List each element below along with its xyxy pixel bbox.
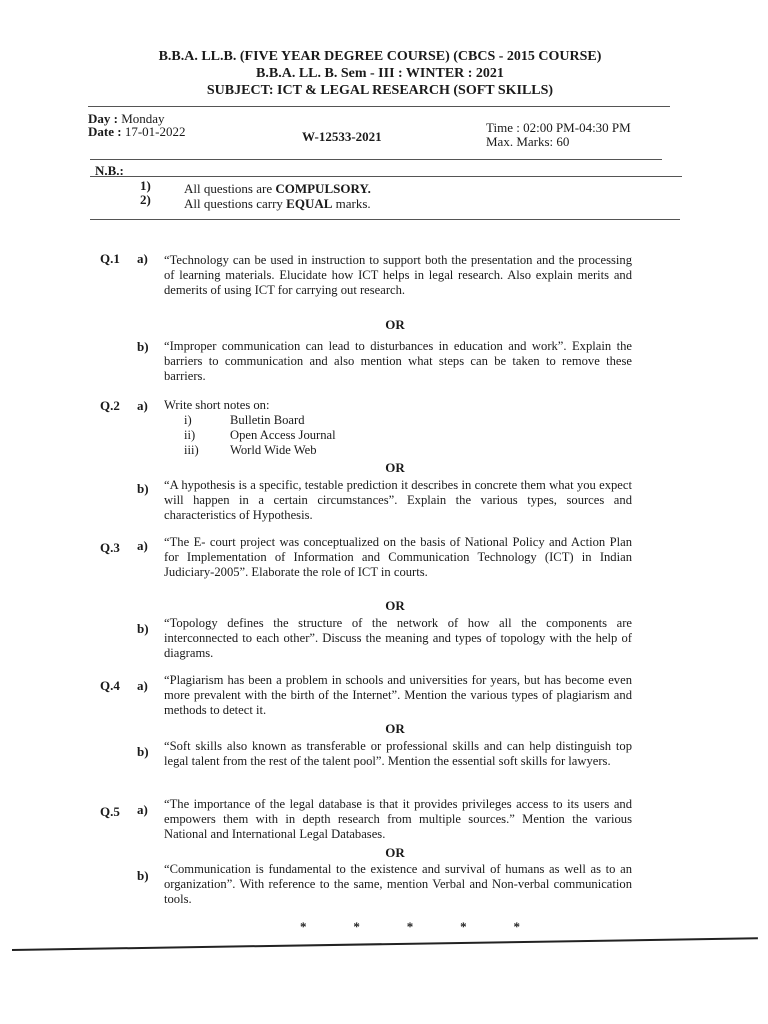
sub-item-number: ii) (184, 428, 196, 442)
question-number: Q.3 (100, 540, 120, 555)
day-label: Day : (88, 111, 118, 126)
question-number: Q.2 (100, 398, 120, 413)
course-title: B.B.A. LL.B. (FIVE YEAR DEGREE COURSE) (CBCS - 2015 COURSE) (158, 49, 602, 64)
question-text: Write short notes on: (164, 398, 270, 412)
sub-item-number: i) (184, 413, 192, 427)
part-label: a) (137, 398, 148, 413)
sub-item-text: Open Access Journal (230, 428, 336, 442)
date-value: 17-01-2022 (124, 124, 186, 139)
question-text: “Topology defines the structure of the network of how all the components are interconnected to each other”. Discuss the meaning and types of topology with the help of diagrams. (164, 616, 632, 660)
question-text: “A hypothesis is a specific, testable prediction it describes in concrete them what you expect will happen in a certain circumstances”. Explain the various types, sources and characteristics of Hypothesis. (164, 478, 632, 522)
end-mark: * (460, 919, 467, 934)
part-label: a) (137, 251, 148, 266)
or-separator: OR (385, 317, 405, 332)
question-text: “Improper communication can lead to disturbances in education and work”. Explain the barriers to communication and also mention what steps can be taken to remove these barriers. (164, 339, 632, 383)
question-number: Q.1 (100, 251, 120, 266)
header-divider (88, 106, 670, 107)
question-text: “Communication is fundamental to the existence and survival of humans as well as to an organization”. With reference to the same, mention Verbal and Non-verbal communication tools. (164, 862, 632, 906)
part-label: b) (137, 481, 149, 496)
question-number: Q.4 (100, 678, 120, 693)
part-label: a) (137, 538, 148, 553)
question-text: “Plagiarism has been a problem in schools and universities for years, but has become even more prevalent with the birth of the Internet”. Mention the various types of plagiarism and methods to detect it. (164, 673, 632, 717)
date-label: Date : (88, 124, 122, 139)
day-value: Monday (121, 111, 165, 126)
or-separator: OR (385, 721, 405, 736)
nb-label: N.B.: (95, 163, 124, 178)
sub-item-text: World Wide Web (230, 443, 317, 457)
part-label: a) (137, 802, 148, 817)
exam-time: Time : 02:00 PM-04:30 PM (486, 120, 631, 135)
footer-rule (12, 937, 758, 951)
sub-item-number: iii) (184, 443, 199, 457)
question-text: “The importance of the legal database is that it provides privileges access to its users and empowers them with in depth research from multiple sources.” Mention the various National and International Legal Databases. (164, 797, 632, 841)
subject-line: SUBJECT: ICT & LEGAL RESEARCH (SOFT SKILLS) (206, 83, 554, 98)
meta-divider (90, 159, 662, 160)
question-number: Q.5 (100, 804, 120, 819)
max-marks: Max. Marks: 60 (486, 134, 570, 149)
question-text: “The E- court project was conceptualized on the basis of National Policy and Action Plan for Implementation of Information and Communication Technology (ICT) in Indian Judiciary-2005”. Elaborate the role of ICT in courts. (164, 535, 632, 579)
nb-item-number: 1) (140, 178, 151, 193)
end-of-paper-marks (300, 919, 520, 935)
end-mark: * (300, 919, 307, 934)
or-separator: OR (385, 845, 405, 860)
part-label: b) (137, 621, 149, 636)
end-mark: * (353, 919, 360, 934)
part-label: b) (137, 868, 149, 883)
part-label: b) (137, 339, 149, 354)
nb-item-2: All questions carry EQUAL marks. (184, 196, 371, 211)
or-separator: OR (385, 598, 405, 613)
semester-line: B.B.A. LL. B. Sem - III : WINTER : 2021 (256, 66, 504, 81)
end-mark: * (406, 919, 414, 934)
exam-date (88, 124, 186, 140)
paper-code: W-12533-2021 (302, 129, 382, 144)
part-label: a) (137, 678, 148, 693)
or-separator: OR (385, 460, 405, 475)
nb-item-1: All questions are COMPULSORY. (184, 181, 371, 196)
nb-item-number: 2) (140, 192, 151, 207)
nb-bottom-divider (90, 219, 680, 220)
end-mark: * (513, 919, 520, 934)
sub-item-text: Bulletin Board (230, 413, 305, 427)
part-label: b) (137, 744, 149, 759)
nb-divider (90, 176, 682, 177)
question-text: “Soft skills also known as transferable or professional skills and can help distinguish top legal talent from the rest of the talent pool”. Mention the essential soft skills for lawyers. (164, 739, 632, 768)
question-text: “Technology can be used in instruction to support both the presentation and the processing of learning materials. Elucidate how ICT helps in legal research. Also explain merits and demerits of using ICT for carrying out research. (164, 253, 632, 297)
